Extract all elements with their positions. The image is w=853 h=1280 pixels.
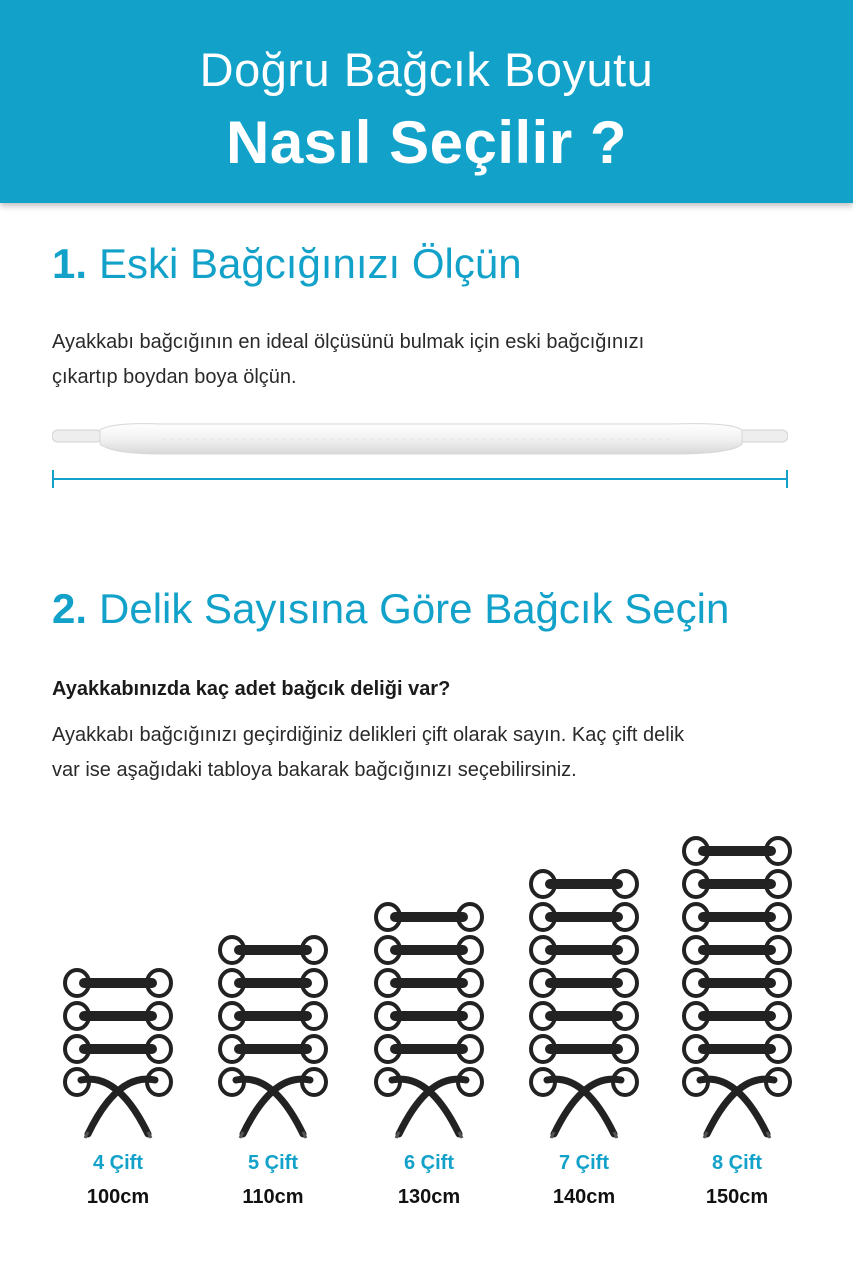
size-length-label: 130cm (397, 1186, 461, 1208)
lace-cross-icon (700, 1079, 774, 1138)
size-pairs-label: 7 Çift (559, 1152, 609, 1174)
lacing-diagram-4 (63, 965, 173, 1142)
lace-bar (698, 846, 776, 856)
lace-bar (79, 978, 157, 988)
lace-bar (234, 1044, 312, 1054)
step1-title: Eski Bağcığınızı Ölçün (99, 240, 522, 287)
size-pairs-label: 4 Çift (93, 1152, 143, 1174)
lace-cross-icon (236, 1079, 310, 1138)
size-length-label: 110cm (242, 1186, 304, 1208)
lace-bar (390, 1011, 468, 1021)
step1-text-line2: çıkartıp boydan boya ölçün. (52, 366, 297, 388)
lacing-diagram-7 (529, 866, 639, 1142)
step2-question: Ayakkabınızda kaç adet bağcık deliği var? (52, 678, 451, 700)
lacing-diagram-8 (682, 833, 792, 1142)
lace-bar (79, 1011, 157, 1021)
lace-bar (545, 1011, 623, 1021)
lace-bar (234, 978, 312, 988)
lacing-diagram-5 (218, 932, 328, 1142)
lace-bar (698, 945, 776, 955)
lace-bar (390, 945, 468, 955)
step2-number: 2. (52, 585, 88, 632)
step2-title: Delik Sayısına Göre Bağcık Seçin (99, 585, 730, 632)
size-pairs-label: 6 Çift (404, 1152, 454, 1174)
size-pairs-label: 5 Çift (248, 1152, 298, 1174)
lace-bar (698, 978, 776, 988)
lace-bar (545, 1044, 623, 1054)
lace-bar (698, 912, 776, 922)
size-pairs-label: 8 Çift (712, 1152, 762, 1174)
lace-bar (545, 879, 623, 889)
lace-bar (234, 1011, 312, 1021)
step1-text-line1: Ayakkabı bağcığının en ideal ölçüsünü bulmak için eski bağcığınızı (52, 331, 645, 353)
lace-bar (545, 912, 623, 922)
step1-number: 1. (52, 240, 88, 287)
header-title-line1: Doğru Bağcık Boyutu (199, 43, 654, 96)
lace-bar (390, 1044, 468, 1054)
step2-text-line2: var ise aşağıdaki tabloya bakarak bağcığınızı seçebilirsiniz. (52, 759, 577, 781)
lace-bar (545, 945, 623, 955)
lace-cross-icon (547, 1079, 621, 1138)
lace-bar (390, 978, 468, 988)
step2-text-line1: Ayakkabı bağcığınızı geçirdiğiniz delikleri çift olarak sayın. Kaç çift delik (52, 724, 685, 746)
lace-bar (698, 879, 776, 889)
size-length-label: 100cm (86, 1186, 150, 1208)
header-title-line2: Nasıl Seçilir ? (225, 109, 627, 176)
lace-cross-icon (392, 1079, 466, 1138)
lace-bar (698, 1011, 776, 1021)
lace-bar (79, 1044, 157, 1054)
lace-bar (390, 912, 468, 922)
lacing-diagram-6 (374, 899, 484, 1142)
lace-bar (698, 1044, 776, 1054)
size-length-label: 150cm (705, 1186, 769, 1208)
lace-cross-icon (81, 1079, 155, 1138)
lace-bar (545, 978, 623, 988)
size-length-label: 140cm (552, 1186, 616, 1208)
lace-bar (234, 945, 312, 955)
